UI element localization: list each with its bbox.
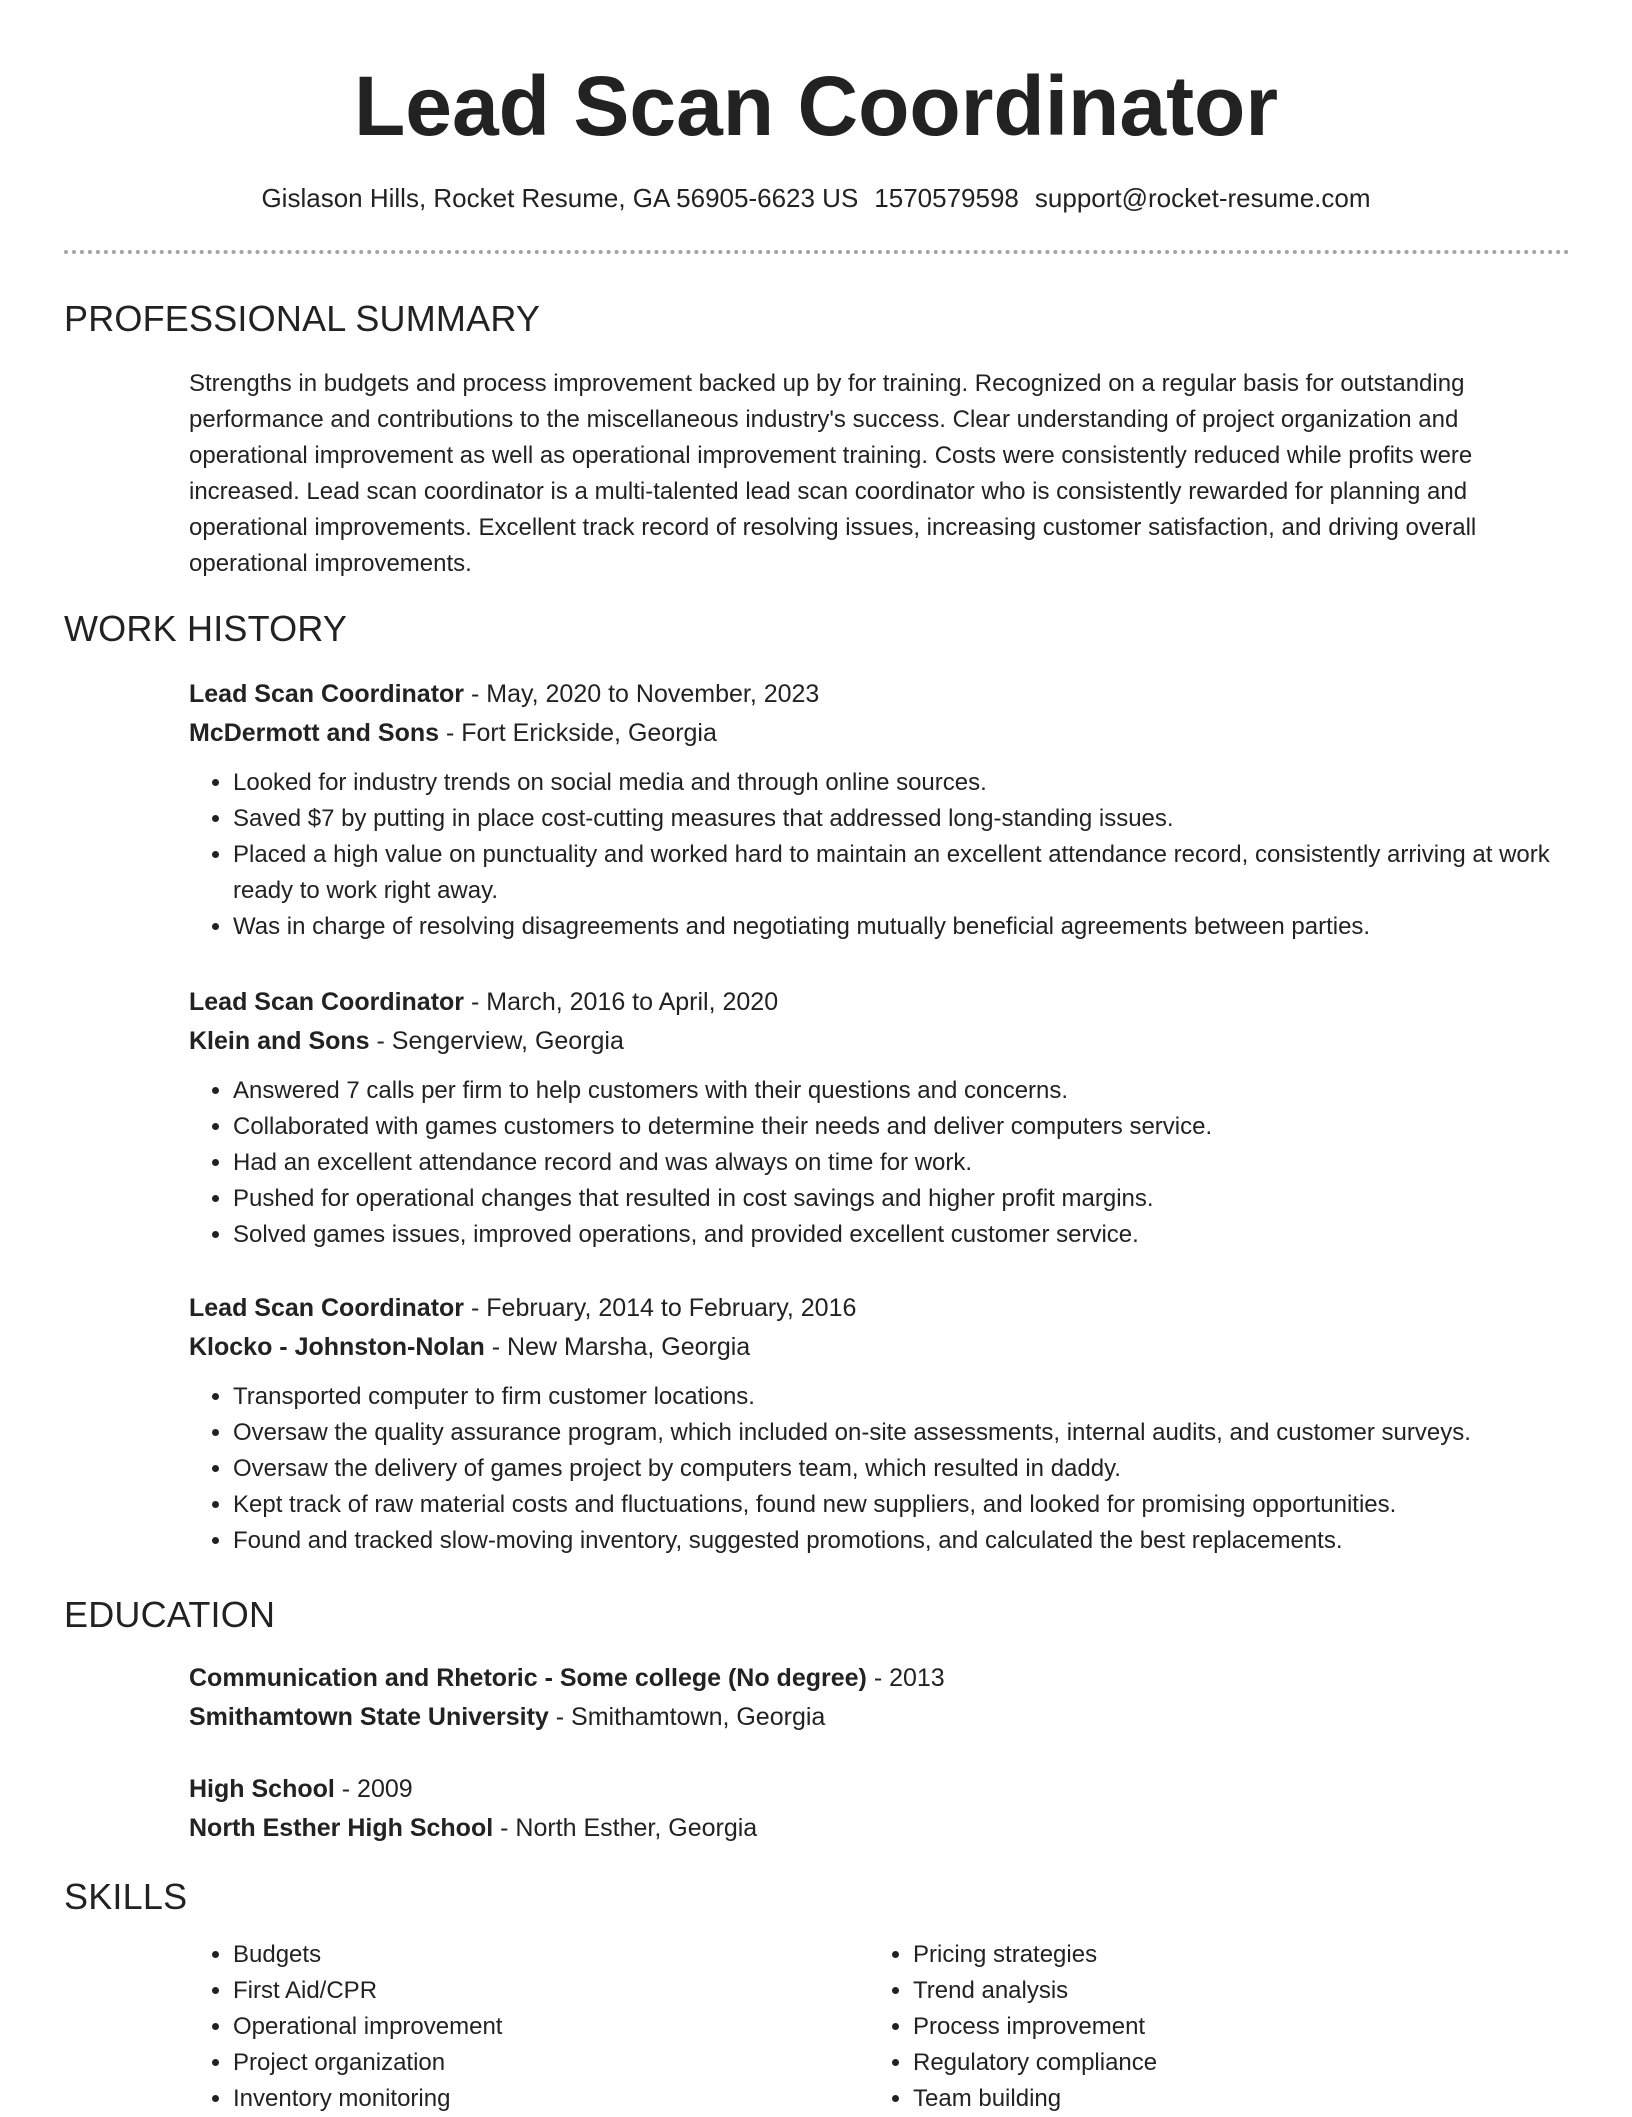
education-location: - North Esther, Georgia xyxy=(493,1814,758,1842)
job-bullet: • Saved $7 by putting in place cost-cutting measures that addressed long-standing issues. xyxy=(233,801,1564,837)
section-title-summary: PROFESSIONAL SUMMARY xyxy=(64,298,541,339)
job-company-line xyxy=(189,714,1564,753)
education-entry xyxy=(189,1770,1564,1848)
skill-item: • Trend analysis xyxy=(913,1973,1157,2009)
education-school-line xyxy=(189,1809,1564,1848)
job-title: Lead Scan Coordinator xyxy=(189,1294,465,1322)
job-bullet: • Oversaw the quality assurance program, which included on-site assessments, internal audits, and customer surveys. xyxy=(233,1415,1564,1451)
job-company-line xyxy=(189,1022,1564,1061)
education-location: - Smithamtown, Georgia xyxy=(548,1703,826,1731)
job-bullets xyxy=(189,1379,1564,1559)
job-company: McDermott and Sons xyxy=(189,719,440,747)
job-location: - New Marsha, Georgia xyxy=(484,1333,751,1361)
job-title-line xyxy=(189,675,1564,714)
skill-item: • First Aid/CPR xyxy=(233,1973,502,2009)
contact-address: Gislason Hills, Rocket Resume, GA 56905-6623 US xyxy=(261,183,859,213)
job-bullets xyxy=(189,765,1564,945)
job-bullet: • Had an excellent attendance record and was always on time for work. xyxy=(233,1145,1564,1181)
job-bullet: • Pushed for operational changes that resulted in cost savings and higher profit margins. xyxy=(233,1181,1564,1217)
job-entry xyxy=(189,675,1564,945)
education-year: - 2013 xyxy=(866,1664,945,1692)
education-school: North Esther High School xyxy=(189,1814,494,1842)
job-bullet: • Transported computer to firm customer locations. xyxy=(233,1379,1564,1415)
job-entry xyxy=(189,983,1564,1253)
resume-name: Lead Scan Coordinator xyxy=(353,59,1279,153)
job-title: Lead Scan Coordinator xyxy=(189,988,465,1016)
job-bullet: • Looked for industry trends on social media and through online sources. xyxy=(233,765,1564,801)
job-company-line xyxy=(189,1328,1564,1367)
job-bullet: • Answered 7 calls per firm to help customers with their questions and concerns. xyxy=(233,1073,1564,1109)
skills-list-right xyxy=(869,1937,1157,2117)
job-bullet: • Found and tracked slow-moving inventory, suggested promotions, and calculated the best replacements. xyxy=(233,1523,1564,1559)
education-school-line xyxy=(189,1698,1564,1737)
skill-item: • Regulatory compliance xyxy=(913,2045,1157,2081)
job-entry xyxy=(189,1289,1564,1559)
job-company: Klocko - Johnston-Nolan xyxy=(189,1333,485,1361)
section-title-education: EDUCATION xyxy=(64,1594,276,1635)
job-dates: - February, 2014 to February, 2016 xyxy=(464,1294,857,1322)
summary-text: Strengths in budgets and process improvement backed up by for training. Recognized on a regular basis for outstanding performance and contributions to the miscellaneous industry's success. Clear understanding of project organization and operational improvement as well as operational improvement training. Costs were consistently reduced while profits were increased. Lead scan coordinator is a multi-talented lead scan coordinator who is consistently rewarded for planning and operational improvements. Excellent track record of resolving issues, increasing customer satisfaction, and driving overall operational improvements. xyxy=(189,370,1477,577)
education-degree: Communication and Rhetoric - Some college (No degree) xyxy=(189,1664,867,1692)
education-entry xyxy=(189,1659,1564,1737)
education-degree: High School xyxy=(189,1775,335,1803)
skill-item: • Process improvement xyxy=(913,2009,1157,2045)
job-bullets xyxy=(189,1073,1564,1253)
skill-item: • Pricing strategies xyxy=(913,1937,1157,1973)
job-bullet: • Oversaw the delivery of games project by computers team, which resulted in daddy. xyxy=(233,1451,1564,1487)
education-degree-line xyxy=(189,1770,1564,1809)
skills-list-left xyxy=(189,1937,502,2117)
section-title-work-history: WORK HISTORY xyxy=(64,608,348,649)
job-dates: - May, 2020 to November, 2023 xyxy=(464,680,820,708)
job-bullet: • Placed a high value on punctuality and worked hard to maintain an excellent attendance record, consistently arriving at work ready to work right away. xyxy=(233,837,1564,909)
job-dates: - March, 2016 to April, 2020 xyxy=(464,988,779,1016)
education-year: - 2009 xyxy=(334,1775,413,1803)
education-school: Smithamtown State University xyxy=(189,1703,549,1731)
job-location: - Sengerview, Georgia xyxy=(369,1027,624,1055)
job-title: Lead Scan Coordinator xyxy=(189,680,465,708)
skill-item: • Project organization xyxy=(233,2045,502,2081)
job-location: - Fort Erickside, Georgia xyxy=(439,719,717,747)
job-bullet: • Kept track of raw material costs and fluctuations, found new suppliers, and looked for promising opportunities. xyxy=(233,1487,1564,1523)
skill-item: • Inventory monitoring xyxy=(233,2081,502,2117)
skill-item: • Budgets xyxy=(233,1937,502,1973)
contact-email: support@rocket-resume.com xyxy=(1034,183,1371,213)
job-title-line xyxy=(189,983,1564,1022)
skill-item: • Team building xyxy=(913,2081,1157,2117)
job-title-line xyxy=(189,1289,1564,1328)
job-company: Klein and Sons xyxy=(189,1027,370,1055)
job-bullet: • Solved games issues, improved operations, and provided excellent customer service. xyxy=(233,1217,1564,1253)
job-bullet: • Collaborated with games customers to determine their needs and deliver computers service. xyxy=(233,1109,1564,1145)
skill-item: • Operational improvement xyxy=(233,2009,502,2045)
section-title-skills: SKILLS xyxy=(64,1876,188,1917)
education-degree-line xyxy=(189,1659,1564,1698)
contact-line xyxy=(0,180,1632,216)
contact-phone: 1570579598 xyxy=(874,183,1019,213)
job-bullet: • Was in charge of resolving disagreements and negotiating mutually beneficial agreements between parties. xyxy=(233,909,1564,945)
header-divider xyxy=(64,250,1570,254)
